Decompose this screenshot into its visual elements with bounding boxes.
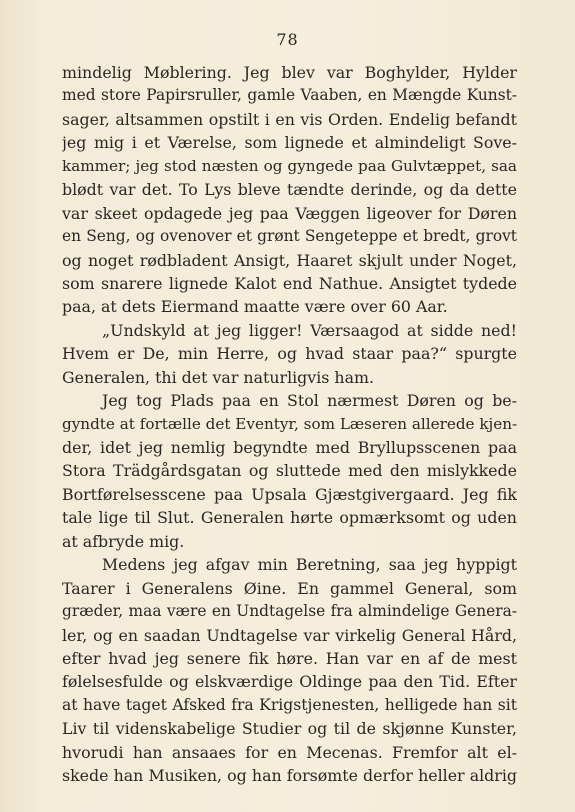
text-line: en Seng, og ovenover et grønt Sengeteppe et bredt, grovt (62, 227, 517, 246)
text-line: efter hvad jeg senere fik høre. Han var en af de mest (62, 648, 517, 668)
text-line: ler, og en saadan Undtagelse var virkelig General Hård, (62, 625, 517, 645)
body-text (62, 61, 517, 788)
text-line: at have taget Afsked fra Krigstjenesten, helligede han sit (62, 695, 517, 714)
text-line: Taarer i Generalens Øine. En gammel General, som (62, 578, 517, 598)
text-line: Generalen, thi det var naturligvis ham. (62, 367, 374, 387)
text-line: paa, at dets Eiermand maatte være over 60 Aar. (62, 297, 448, 317)
text-line: „Undskyld at jeg ligger! Værsaagod at sidde ned! (102, 320, 517, 340)
text-line: sager, altsammen opstilt i en vis Orden. Endelig befandt (62, 109, 517, 129)
text-line: kammer; jeg stod næsten og gyngede paa Gulvtæppet, saa (62, 156, 517, 175)
text-line: tale lige til Slut. Generalen hørte opmærksomt og uden (62, 508, 517, 528)
text-line: der, idet jeg nemlig begyndte med Bryllupsscenen paa (62, 438, 517, 457)
text-line: mindelig Møblering. Jeg blev var Boghylder, Hylder (62, 63, 517, 82)
text-line: følelsesfulde og elskværdige Oldinge paa den Tid. Efter (62, 672, 517, 692)
text-line: som snarere lignede Kalot end Nathue. Ansigtet tydede (62, 273, 517, 293)
text-line: jeg mig i et Værelse, som lignede et almindeligt Sove- (62, 133, 517, 153)
text-line: Stora Trädgårdsgatan og sluttede med den mislykkede (62, 461, 517, 481)
text-line: Liv til videnskabelige Studier og til de skjønne Kunster, (62, 719, 517, 739)
text-line: Medens jeg afgav min Beretning, saa jeg hyppigt (102, 555, 517, 575)
text-line: Bortførelsesscene paa Upsala Gjæstgivergaard. Jeg fik (62, 484, 517, 504)
text-line: Hvem er De, min Herre, og hvad staar paa?“ spurgte (62, 344, 517, 364)
text-line: hvorudi han ansaaes for en Mecenas. Fremfor alt el- (62, 742, 517, 762)
text-line: var skeet opdagede jeg paa Væggen ligeover for Døren (62, 203, 517, 223)
text-line: skede han Musiken, og han forsømte derfor heller aldrig (62, 766, 517, 786)
text-line: med store Papirsruller, gamle Vaaben, en Mængde Kunst- (62, 86, 517, 105)
page-number: 78 (276, 30, 299, 49)
text-line: blødt var det. To Lys bleve tændte derinde, og da dette (62, 180, 517, 200)
text-line: gyndte at fortælle det Eventyr, som Læseren allerede kjen- (62, 414, 517, 433)
text-line: og noget rødbladent Ansigt, Haaret skjult under Noget, (62, 250, 517, 270)
text-line: at afbryde mig. (62, 531, 185, 551)
text-line: Jeg tog Plads paa en Stol nærmest Døren og be- (102, 391, 517, 411)
text-line: græder, maa være en Undtagelse fra almindelige Genera- (62, 602, 517, 621)
